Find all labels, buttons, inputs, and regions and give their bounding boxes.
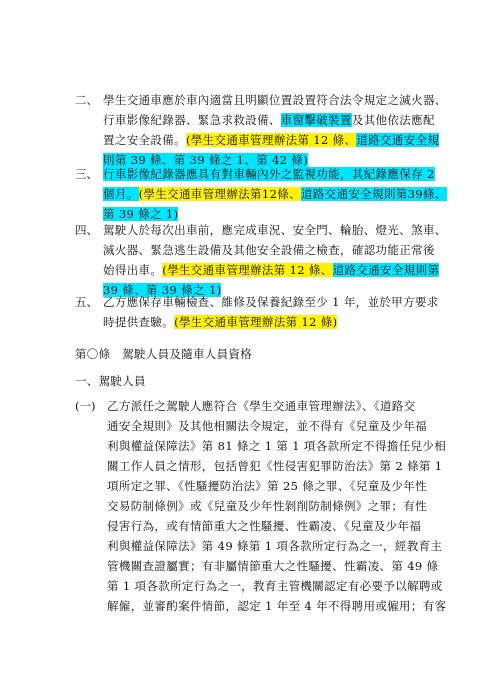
line-text: 行車影像紀錄器、緊急求救設備、 xyxy=(103,113,281,127)
highlighted-text: 行車影像紀錄器應具有對車輛內外之監視功能，其紀錄應保存 2 xyxy=(103,167,435,181)
line-text: 始得出車。 xyxy=(103,263,163,277)
highlighted-text: 第 39 條之 1) xyxy=(103,207,179,221)
list-item-line xyxy=(103,222,447,238)
line-text: 時提供查驗。 xyxy=(103,315,175,329)
line-text: 滅火器、緊急逃生設備及其他安全設備之檢查，確認功能正常後 xyxy=(103,243,435,257)
sub-item-block-line xyxy=(107,438,446,454)
sub-item-block-line xyxy=(107,518,421,534)
sub-item-block-line xyxy=(107,538,442,554)
line-text: 學生交通車應於車內適當且明顯位置設置符合法令規定之滅火器、 xyxy=(103,93,447,107)
sub-item-block-line xyxy=(107,578,443,594)
list-item-number: 二、 xyxy=(75,93,98,107)
list-item-line xyxy=(103,314,337,330)
line-text: 關工作人員之情形，包括曾犯《性侵害犯罪防治法》第 2 條第 1 xyxy=(107,459,443,473)
line-text: 侵害行為，或有情節重大之性騷擾、性霸凌、《兒童及少年福 xyxy=(107,519,422,533)
line-text: 利與權益保障法》第 81 條之 1 第 1 項各款所定不得擔任兒少相 xyxy=(107,439,447,453)
highlighted-text: (學生交通車管理辦法第 12 條、 xyxy=(162,263,333,277)
line-text: 管機關查證屬實；有非屬情節重大之性騷擾、性霸凌、第 49 條 xyxy=(107,559,439,573)
highlighted-text: 道路交通安全規則第39條、 xyxy=(300,187,447,201)
highlighted-text: 車窗擊破裝置 xyxy=(280,113,352,127)
list-item-line xyxy=(103,206,178,222)
line-text: 利與權益保障法》第 49 條第 1 項各款所定行為之一，經教育主 xyxy=(107,539,443,553)
highlighted-text: 個月。 xyxy=(103,187,139,201)
highlighted-text: 39 條、第 39 條之 1) xyxy=(103,283,222,297)
list-item-number: 五、 xyxy=(75,295,98,309)
line-text: 第 1 項各款所定行為之一，教育主管機關認定有必要予以解聘或 xyxy=(107,579,443,593)
list-item-line xyxy=(103,112,435,128)
line-text: 乙方派任之駕駛人應符合《學生交通車管理辦法》、《道路交 xyxy=(107,399,416,413)
list-item-line xyxy=(103,242,435,258)
list-item-line xyxy=(103,262,439,278)
list-item-line xyxy=(103,92,447,108)
list-item-line xyxy=(103,186,447,202)
list-item-number: 三、 xyxy=(75,167,98,181)
sub-item-block-line xyxy=(107,418,427,434)
line-text: 解僱，並審酌案件情節，認定 1 年至 4 年不得聘用或僱用；有客 xyxy=(107,599,447,613)
line-text: 及其他依法應配 xyxy=(351,113,435,127)
list-item-line xyxy=(103,132,439,148)
sub-item-block-line xyxy=(107,498,427,514)
line-text: 駕駛人於每次出車前，應完成車況、安全門、輪胎、燈光、煞車、 xyxy=(103,223,447,237)
line-text: 乙方應保存車輛檢查、維修及保養紀錄至少 1 年，並於甲方要求 xyxy=(103,295,439,309)
sub-item-block-line xyxy=(107,458,442,474)
highlighted-text: (學生交通車管理辦法第 12 條) xyxy=(174,315,338,329)
line-text: 置之安全設備。 xyxy=(103,133,186,147)
highlighted-text: 道路交通安全規 xyxy=(356,133,440,147)
sub-item-block-line xyxy=(107,478,427,494)
list-item-line xyxy=(103,166,435,182)
list-item-number: 四、 xyxy=(75,223,98,237)
subsection-title: 一、駕駛人員 xyxy=(75,374,146,388)
sub-item-block-number: (一) xyxy=(75,399,96,413)
list-item-line xyxy=(103,294,439,310)
highlighted-text: (學生交通車管理辦法第12條、 xyxy=(138,187,301,201)
highlighted-text: 則第 39 條、第 39 條之 1、第 42 條) xyxy=(103,153,309,167)
line-text: 項所定之罪、《性騷擾防治法》第 25 條之罪、《兒童及少年性 xyxy=(107,479,427,493)
line-text: 通安全規則》及其他相關法令規定，並不得有《兒童及少年福 xyxy=(107,419,427,433)
sub-item-block-line xyxy=(107,558,438,574)
highlighted-text: 道路交通安全規則第 xyxy=(332,263,440,277)
highlighted-text: (學生交通車管理辦法第 12 條、 xyxy=(185,133,357,147)
sub-item-block-line xyxy=(107,398,415,414)
sub-item-block-line xyxy=(107,598,446,614)
section-title: 第〇條 駕駛人員及隨車人員資格 xyxy=(75,347,252,361)
line-text: 交易防制條例》或《兒童及少年性剝削防制條例》之罪；有性 xyxy=(107,499,427,513)
